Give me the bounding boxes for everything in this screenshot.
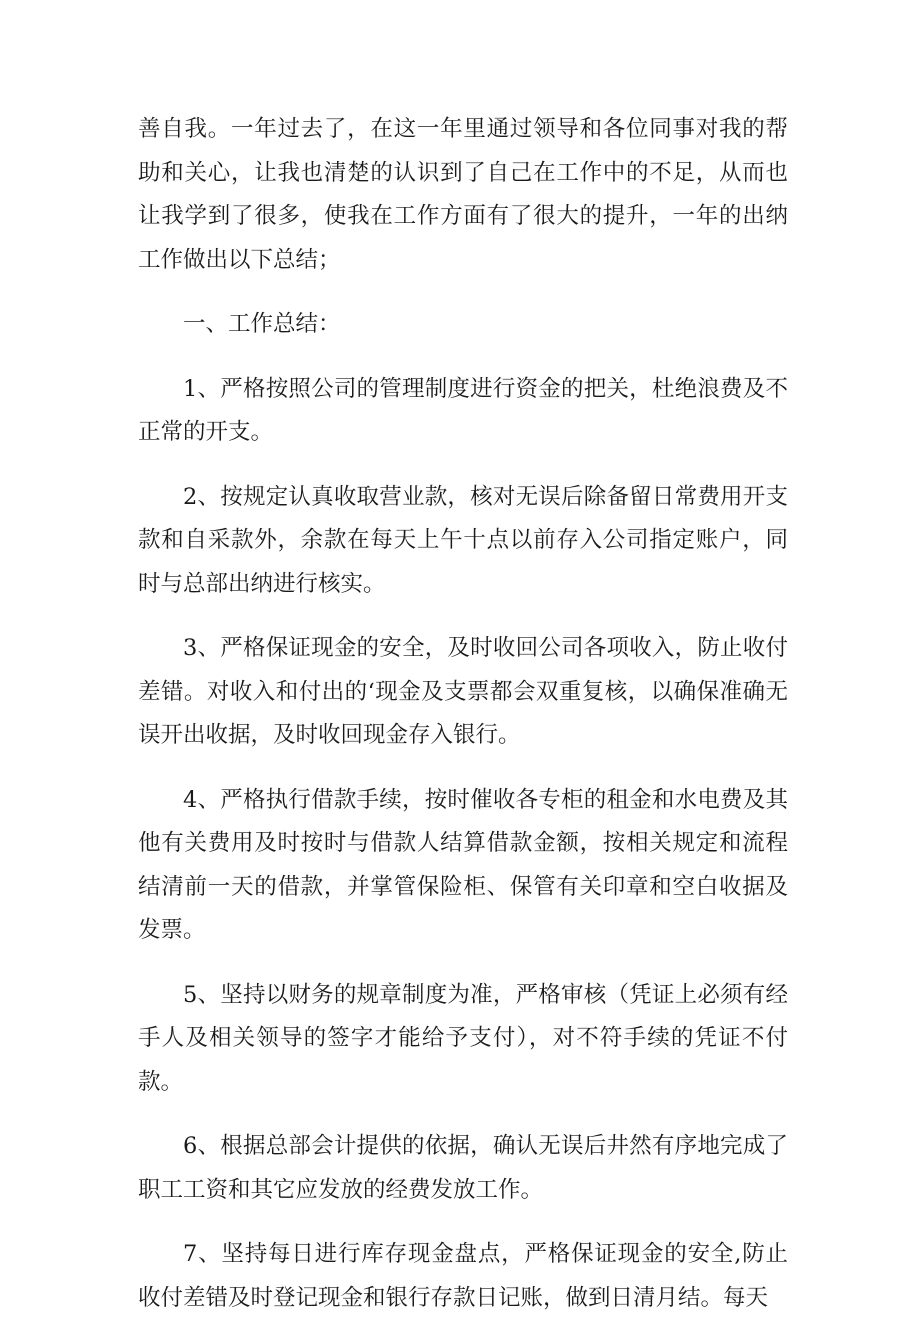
list-item-3: 3、严格保证现金的安全，及时收回公司各项收入，防止收付差错。对收入和付出的‘现金及支票都会双重复核，以确保准确无误开出收据，及时收回现金存入银行。 — [138, 635, 788, 748]
list-item-2: 2、按规定认真收取营业款，核对无误后除备留日常费用开支款和自采款外，余款在每天上午十点以前存入公司指定账户，同时与总部出纳进行核实。 — [138, 483, 788, 597]
paragraph-intro: 善自我。一年过去了，在这一年里通过领导和各位同事对我的帮助和关心，让我也清楚的认识到了自己在工作中的不足，从而也让我学到了很多，使我在工作方面有了很大的提升，一年的出纳工作做出以下总结； — [138, 116, 788, 273]
document-body — [138, 108, 788, 1320]
list-item-6: 6、根据总部会计提供的依据，确认无误后井然有序地完成了职工工资和其它应发放的经费发放工作。 — [138, 1133, 788, 1203]
list-item-5: 5、坚持以财务的规章制度为准，严格审核（凭证上必须有经手人及相关领导的签字才能给予支付），对不符手续的凭证不付款。 — [138, 981, 788, 1095]
section-heading: 一、工作总结： — [183, 311, 341, 337]
list-item-1: 1、严格按照公司的管理制度进行资金的把关，杜绝浪费及不正常的开支。 — [138, 375, 788, 445]
list-item-4: 4、严格执行借款手续，按时催收各专柜的租金和水电费及其他有关费用及时按时与借款人结算借款金额，按相关规定和流程结清前一天的借款，并掌管保险柜、保管有关印章和空白收据及发票。 — [138, 786, 788, 943]
list-item-7: 7、坚持每日进行库存现金盘点，严格保证现金的安全,防止收付差错及时登记现金和银行存款日记账，做到日清月结。每天 — [138, 1241, 788, 1311]
